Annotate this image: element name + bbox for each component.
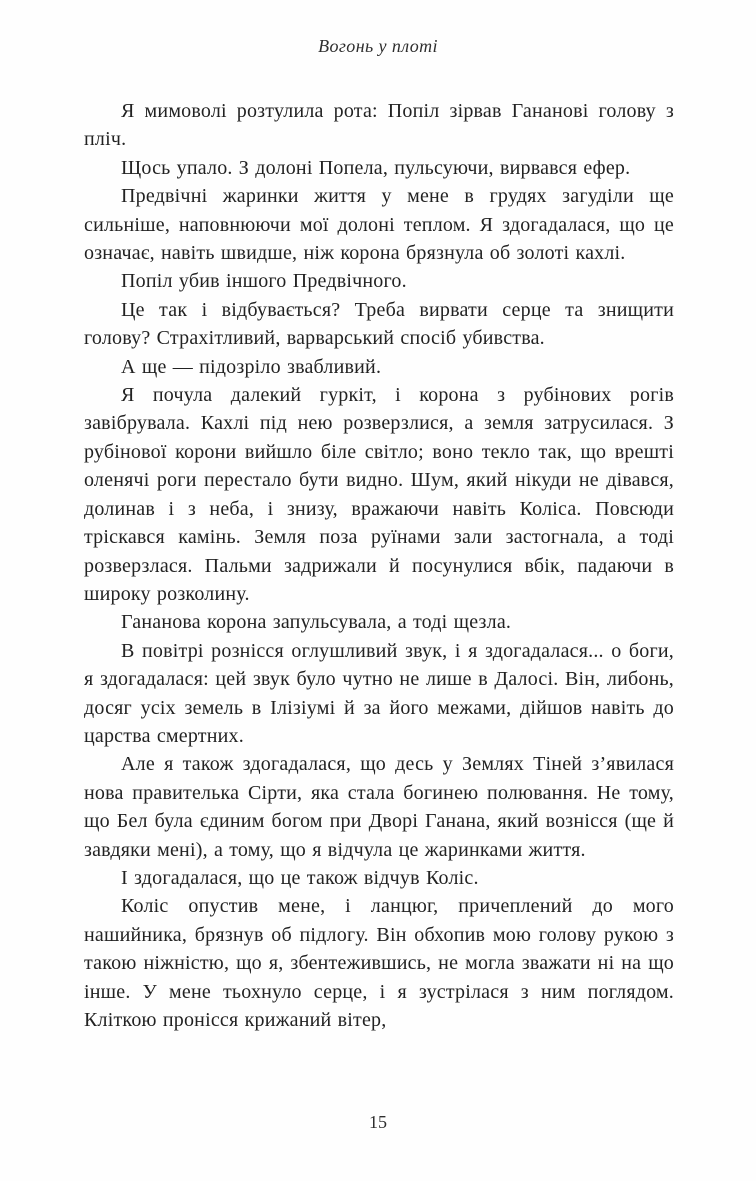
paragraph: Гананова корона запульсувала, а тоді щезла. (121, 611, 512, 634)
paragraph: Щось упало. З долоні Попела, пульсуючи, вирвався ефер. (121, 156, 631, 179)
paragraph: Коліс опустив мене, і ланцюг, причеплений до мого нашийника, брязнув об підлогу. Він обхопив мою голову рукою з такою ніжністю, що я, збентежившись, не могла зважати ні на що інше. У мене тьохнуло серце, і я зустрілася з ним поглядом. Кліткою пронісся крижаний вітер, (84, 895, 674, 1031)
paragraph: Це так і відбувається? Треба вирвати серце та знищити голову? Страхітливий, варварський спосіб убивства. (84, 298, 674, 350)
paragraph: Я мимоволі розтулила рота: Попіл зірвав Гананові голову з пліч. (84, 100, 674, 151)
page-number: 15 (369, 1112, 387, 1132)
paragraph: Але я також здогадалася, що десь у Землях Тіней з’явилася нова правителька Сірти, яка стала богинею полювання. Не тому, що Бел була єдиним богом при Дворі Ганана, який вознісся (ще й завдяки мені), а тому, що я відчула це жаринками життя. (84, 753, 674, 861)
paragraph: Я почула далекий гуркіт, і корона з рубінових рогів завібрувала. Кахлі під нею розверзлися, а земля затрусилася. З рубінової корони вийшло біле світло; воно текло так, що врешті оленячі роги перестало бути видно. Шум, який нікуди не дівався, долинав і з неба, і знизу, вражаючи навіть Коліса. Повсюди тріскався камінь. Земля поза руїнами зали застогнала, а тоді розверзлася. Пальми задрижали й посунулися вбік, падаючи в широку розколину. (84, 384, 674, 605)
paragraph: В повітрі рознісся оглушливий звук, і я здогадалася... о боги, я здогадалася: цей звук було чутно не лише в Далосі. Він, либонь, досяг усіх земель в Ілізіумі й за його межами, дійшов навіть до царства смертних. (84, 639, 674, 747)
paragraph: Предвічні жаринки життя у мене в грудях загуділи ще сильніше, наповнюючи мої долоні теплом. Я здогадалася, що це означає, навіть швидше, ніж корона брязнула об золоті кахлі. (84, 185, 674, 265)
running-head: Вогонь у плоті (318, 36, 438, 56)
paragraph: Попіл убив іншого Предвічного. (121, 270, 407, 293)
paragraph: І здогадалася, що це також відчув Коліс. (121, 866, 479, 889)
body-text (84, 97, 674, 1034)
paragraph: А ще — підозріло звабливий. (121, 355, 382, 378)
